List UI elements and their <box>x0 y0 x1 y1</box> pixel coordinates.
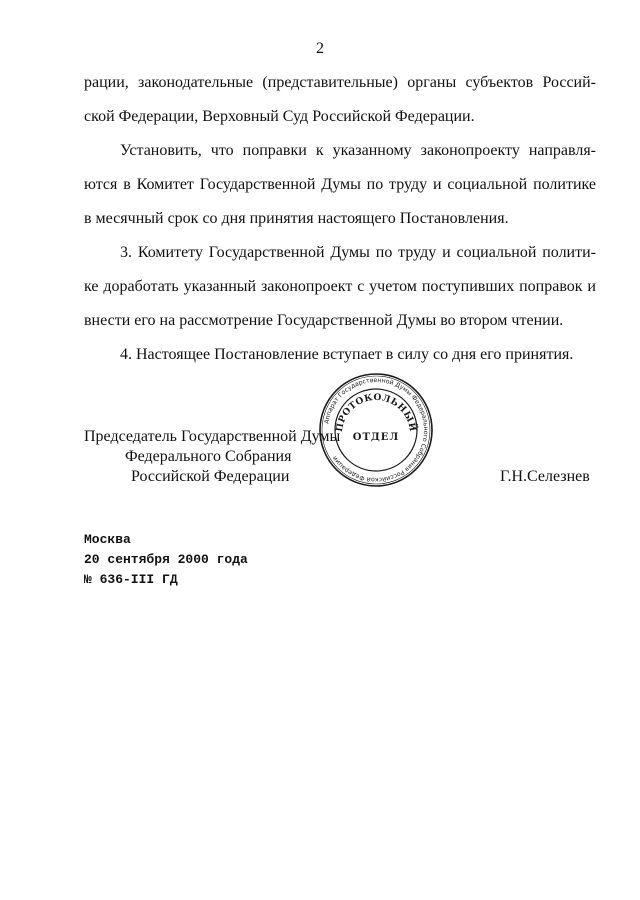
stamp-inner-text: ПРОТОКОЛЬНЫЙ <box>334 392 418 433</box>
paragraph-line: в месячный срок со дня принятия настоящего Постановления. <box>84 210 509 227</box>
document-footer <box>84 530 248 590</box>
paragraph-line: ются в Комитет Государственной Думы по труду и социальной политике <box>84 176 596 193</box>
signature-title-line: Председатель Государственной Думы <box>84 428 341 445</box>
paragraph-line: 3. Комитету Государственной Думы по труду и социальной полити- <box>120 244 596 261</box>
signature-title-line: Федерального Собрания <box>125 448 292 465</box>
footer-number: № 636-III ГД <box>84 572 178 587</box>
signatory-name: Г.Н.Селезнев <box>500 468 590 485</box>
paragraph-line: ке доработать указанный законопроект с учетом поступивших поправок и <box>84 278 596 295</box>
signature-title <box>84 427 340 487</box>
page-number: 2 <box>316 40 324 57</box>
paragraph-line: Установить, что поправки к указанному законопроекту направля- <box>120 142 596 159</box>
paragraph-4 <box>84 338 596 372</box>
stamp-outer-text: Аппарат Государственной Думы Федерального Собрания Российской Федерации <box>323 376 430 484</box>
footer-city: Москва <box>84 532 131 547</box>
paragraph-line: ской Федерации, Верховный Суд Российской Федерации. <box>84 108 475 125</box>
paragraph-2 <box>84 134 596 236</box>
paragraph-line: 4. Настоящее Постановление вступает в силу со дня его принятия. <box>120 346 574 363</box>
paragraph-1 <box>84 66 596 134</box>
paragraph-line: рации, законодательные (представительные) органы субъектов Россий- <box>84 74 596 91</box>
signature-title-line: Российской Федерации <box>131 468 290 485</box>
stamp-center-text: ОТДЕЛ <box>352 432 400 443</box>
paragraph-line: внести его на рассмотрение Государственной Думы во втором чтении. <box>84 312 564 329</box>
footer-date: 20 сентября 2000 года <box>84 552 248 567</box>
paragraph-3 <box>84 236 596 338</box>
